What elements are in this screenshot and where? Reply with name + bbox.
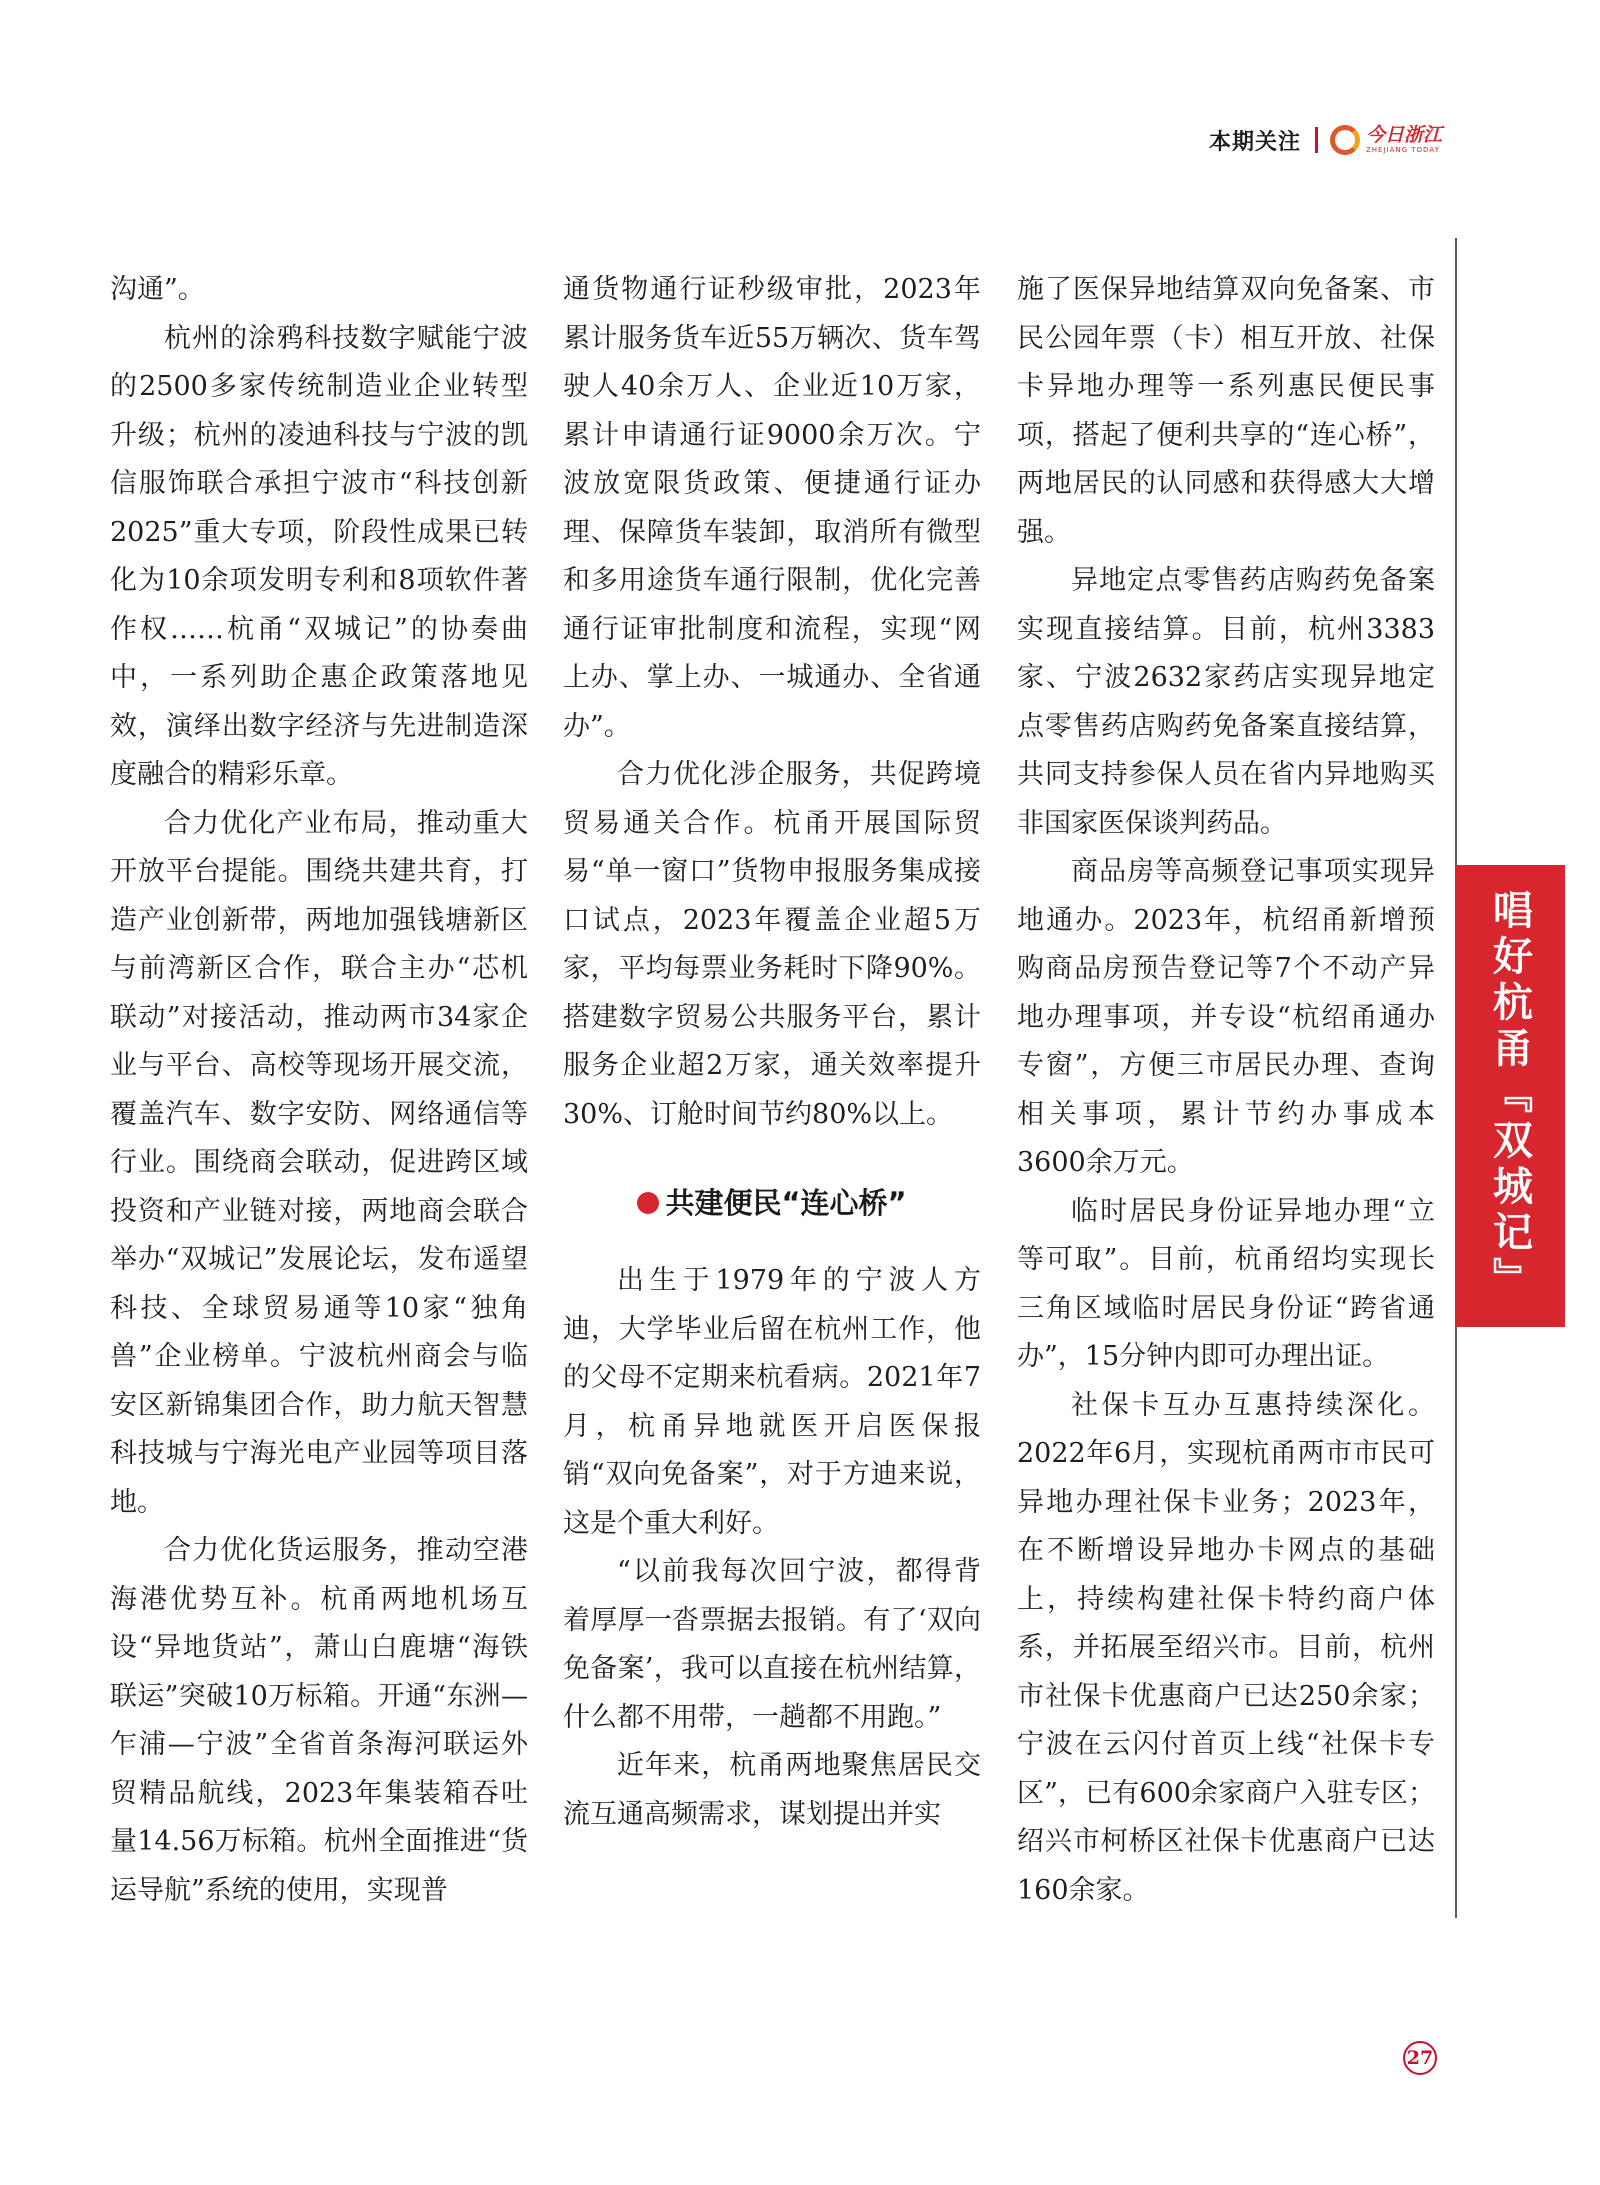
paragraph: 合力优化产业布局，推动重大开放平台提能。围绕共建共育，打造产业创新带，两地加强钱塘新区与前湾新区合作，联合主办“芯机联动”对接活动，推动两市34家企业与平台、高校等现场开展交流，覆盖汽车、数字安防、网络通信等行业。围绕商会联动，促进跨区域投资和产业链对接，两地商会联合举办“双城记”发展论坛，发布遥望科技、全球贸易通等10家“独角兽”企业榜单。宁波杭州商会与临安区新锦集团合作，助力航天智慧科技城与宁海光电产业园等项目落地。 <box>110 807 528 1518</box>
paragraph: 出生于1979年的宁波人方迪，大学毕业后留在杭州工作，他的父母不定期来杭看病。2021年7月，杭甬异地就医开启医保报销“双向免备案”，对于方迪来说，这是个重大利好。 <box>563 1265 981 1539</box>
paragraph: 合力优化货运服务，推动空港海港优势互补。杭甬两地机场互设“异地货站”，萧山白鹿塘“海铁联运”突破10万标箱。开通“东洲—乍浦—宁波”全省首条海河联运外贸精品航线，2023年集装箱吞吐量14.56万标箱。杭州全面推进“货运导航”系统的使用，实现普 <box>110 1535 528 1906</box>
paragraph: 近年来，杭甬两地聚焦居民交流互通高频需求，谋划提出并实 <box>563 1750 981 1830</box>
page-header <box>1209 118 1442 162</box>
text-column-2 <box>563 266 981 1839</box>
text-column-1 <box>110 266 528 1915</box>
page-number: 27 <box>1403 2041 1437 2075</box>
paragraph: 施了医保异地结算双向免备案、市民公园年票（卡）相互开放、社保卡异地办理等一系列惠民便民事项，搭起了便利共享的“连心桥”，两地居民的认同感和获得感大大增强。 <box>1017 274 1435 548</box>
paragraph: 合力优化涉企服务，共促跨境贸易通关合作。杭甬开展国际贸易“单一窗口”货物申报服务集成接口试点，2023年覆盖企业超5万家，平均每票业务耗时下降90%。搭建数字贸易公共服务平台，累计服务企业超2万家，通关效率提升30%、订舱时间节约80%以上。 <box>563 759 981 1130</box>
section-subheading <box>563 1179 981 1227</box>
paragraph: “以前我每次回宁波，都得背着厚厚一沓票据去报销。有了‘双向免备案’，我可以直接在杭州结算，什么都不用带，一趟都不用跑。” <box>563 1556 981 1733</box>
paragraph: 异地定点零售药店购药免备案实现直接结算。目前，杭州3383家、宁波2632家药店实现异地定点零售药店购药免备案直接结算，共同支持参保人员在省内异地购买非国家医保谈判药品。 <box>1017 565 1435 839</box>
logo-english: ZHEJIANG TODAY <box>1365 146 1440 154</box>
header-divider <box>1315 127 1318 153</box>
paragraph: 沟通”。 <box>110 274 205 305</box>
section-label: 本期关注 <box>1208 129 1301 155</box>
logo-mark-icon <box>1330 125 1360 155</box>
magazine-logo <box>1330 125 1442 155</box>
paragraph: 通货物通行证秒级审批，2023年累计服务货车近55万辆次、货车驾驶人40余万人、企业近10万家，累计申请通行证9000余万次。宁波放宽限货政策、便捷通行证办理、保障货车装卸，取消所有微型和多用途货车通行限制，优化完善通行证审批制度和流程，实现“网上办、掌上办、一城通办、全省通办”。 <box>563 274 981 742</box>
paragraph: 临时居民身份证异地办理“立等可取”。目前，杭甬绍均实现长三角区域临时居民身份证“跨省通办”，15分钟内即可办理出证。 <box>1017 1195 1435 1372</box>
logo-chinese: 今日浙江 <box>1365 124 1442 146</box>
subheading-text: 共建便民“连心桥” <box>665 1186 907 1220</box>
paragraph: 杭州的涂鸦科技数字赋能宁波的2500多家传统制造业企业转型升级；杭州的凌迪科技与宁波的凯信服饰联合承担宁波市“科技创新2025”重大专项，阶段性成果已转化为10余项发明专利和8项软件著作权……杭甬“双城记”的协奏曲中，一系列助企惠企政策落地见效，演绎出数字经济与先进制造深度融合的精彩乐章。 <box>110 322 528 790</box>
logo-text <box>1366 126 1442 154</box>
side-section-tab: 唱好杭甬『双城记』 <box>1455 865 1565 1327</box>
paragraph: 商品房等高频登记事项实现异地通办。2023年，杭绍甬新增预购商品房预告登记等7个不动产异地办理事项，并专设“杭绍甬通办专窗”，方便三市居民办理、查询相关事项，累计节约办事成本3600余万元。 <box>1017 856 1435 1178</box>
bullet-dot-icon <box>637 1192 659 1214</box>
text-column-3 <box>1017 266 1435 1915</box>
paragraph: 社保卡互办互惠持续深化。2022年6月，实现杭甬两市市民可异地办理社保卡业务；2023年，在不断增设异地办卡网点的基础上，持续构建社保卡特约商户体系，并拓展至绍兴市。目前，杭州市社保卡优惠商户已达250余家；宁波在云闪付首页上线“社保卡专区”，已有600余家商户入驻专区；绍兴市柯桥区社保卡优惠商户已达160余家。 <box>1017 1389 1435 1906</box>
